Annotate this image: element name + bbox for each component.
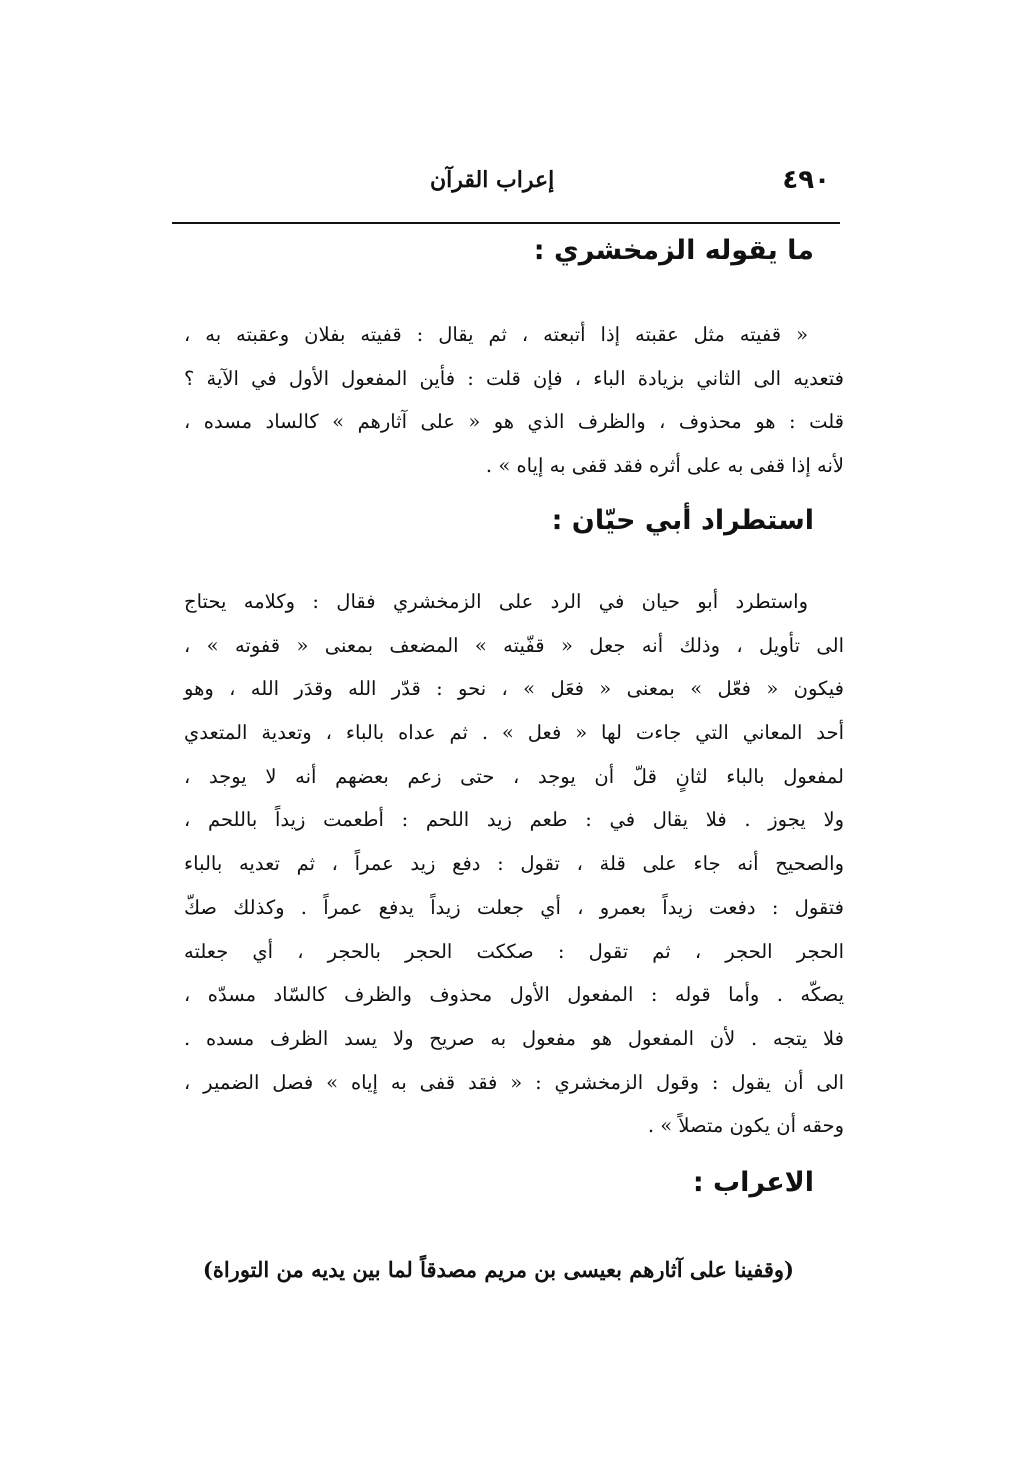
- text-line: « قفيته مثل عقبته إذا أتبعته ، ثم يقال : قفيته بفلان وعقبته به ،: [184, 323, 808, 346]
- quran-verse: (وقفينا على آثارهم بعيسى بن مريم مصدقاً لما بين يديه من التوراة): [202, 1257, 794, 1282]
- section-heading-zamakhshari: ما يقوله الزمخشري :: [533, 235, 814, 266]
- text-line: فتقول : دفعت زيداً بعمرو ، أي جعلت زيداً يدفع عمراً . وكذلك صكّ: [184, 895, 844, 919]
- text-line: الى أن يقول : وقول الزمخشري : « فقد قفى به إياه » فصل الضمير ،: [184, 1070, 844, 1094]
- text-line: فلا يتجه . لأن المفعول هو مفعول به صريح ولا يسد الظرف مسده .: [184, 1026, 844, 1050]
- paragraph-zamakhshari-quote: [184, 313, 844, 488]
- text-line: ولا يجوز . فلا يقال في : طعم زيد اللحم : أطعمت زيداً باللحم ،: [184, 808, 844, 832]
- text-line: لأنه إذا قفى به على أثره فقد قفى به إياه » .: [485, 454, 844, 478]
- text-line: والصحيح أنه جاء على قلة ، تقول : دفع زيد عمراً ، ثم تعديه بالباء: [184, 852, 844, 876]
- text-line: أحد المعاني التي جاءت لها « فعل » . ثم عداه بالباء ، وتعدية المتعدي: [184, 721, 844, 745]
- book-title: إعراب القرآن: [430, 167, 555, 193]
- running-header: [430, 160, 830, 200]
- paragraph-abu-hayyan-digression: [184, 580, 844, 1148]
- section-heading-abu-hayyan: استطراد أبي حيّان :: [551, 505, 814, 536]
- text-line: وحقه أن يكون متصلاً » .: [647, 1114, 844, 1138]
- header-rule: [172, 222, 840, 224]
- text-line: قلت : هو محذوف ، والظرف الذي هو « على آثارهم » كالساد مسده ،: [184, 410, 844, 434]
- text-line: فتعديه الى الثاني بزيادة الباء ، فإن قلت : فأين المفعول الأول في الآية ؟: [184, 366, 844, 390]
- text-line: الحجر الحجر ، ثم تقول : صككت الحجر بالحجر ، أي جعلته: [184, 939, 844, 963]
- text-line: فيكون « فعّل » بمعنى « فعَل » ، نحو : قدّر الله وقدَر الله ، وهو: [184, 677, 844, 701]
- text-line: واستطرد أبو حيان في الرد على الزمخشري فقال : وكلامه يحتاج: [184, 590, 808, 613]
- text-line: يصكّه . وأما قوله : المفعول الأول محذوف والظرف كالسّاد مسدّه ،: [184, 983, 844, 1007]
- text-line: الى تأويل ، وذلك أنه جعل « قفّيته » المضعف بمعنى « قفوته » ،: [184, 633, 844, 657]
- page-number: ٤٩٠: [782, 165, 830, 195]
- text-line: لمفعول بالباء لثانٍ قلّ أن يوجد ، حتى زعم بعضهم أنه لا يوجد ،: [184, 764, 844, 788]
- section-heading-irab: الاعراب :: [692, 1167, 814, 1198]
